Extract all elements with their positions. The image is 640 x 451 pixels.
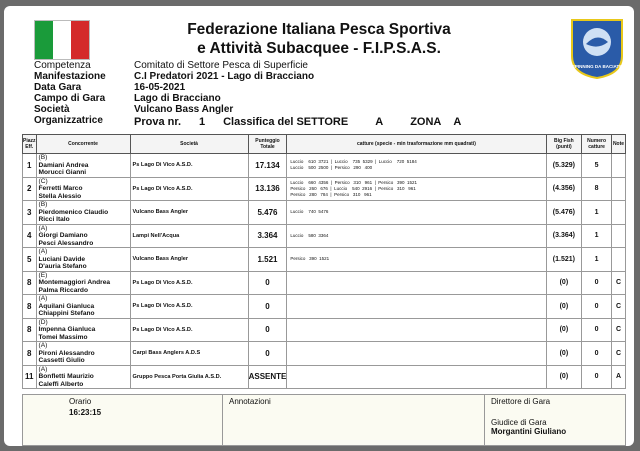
- results-table: [22, 134, 626, 389]
- competitor-name: Luciani Davide: [38, 255, 86, 263]
- row-position: 2: [23, 177, 37, 201]
- row-societa: Ps Lago Di Vico A.S.D.: [130, 154, 248, 178]
- row-societa: Ps Lago Di Vico A.S.D.: [130, 318, 248, 342]
- row-note: [612, 201, 626, 225]
- row-catture: [287, 318, 546, 342]
- meta-row: [34, 93, 314, 104]
- row-bigfish: (0): [546, 271, 582, 295]
- row-note: [612, 224, 626, 248]
- row-numero-catture: 0: [582, 318, 612, 342]
- zona-value: A: [453, 116, 462, 128]
- row-societa: Ps Lago Di Vico A.S.D.: [130, 295, 248, 319]
- table-row: [23, 318, 626, 342]
- table-row: [23, 295, 626, 319]
- row-competitors: [36, 177, 130, 201]
- giudice-value: Morgantini Giuliano: [491, 427, 567, 436]
- row-punteggio: 0: [248, 271, 287, 295]
- header-pos: Piazz Eff.: [23, 135, 37, 154]
- competitor-name: Pironi Alessandro: [38, 349, 95, 357]
- table-row: [23, 248, 626, 272]
- competitor-name: Stella Alessio: [38, 192, 82, 200]
- competitor-name: Caleffi Alberto: [38, 380, 84, 388]
- competitor-name: Chiappini Stefano: [38, 310, 95, 317]
- row-competitors: [36, 342, 130, 366]
- competitor-tag: (B): [38, 154, 48, 161]
- table-row: [23, 201, 626, 225]
- table-row: [23, 177, 626, 201]
- row-position: 1: [23, 154, 37, 178]
- row-catture: [287, 177, 546, 201]
- competitor-name: Aquilani Gianluca: [38, 302, 95, 310]
- row-note: [612, 154, 626, 178]
- row-societa: Ps Lago Di Vico A.S.D.: [130, 271, 248, 295]
- row-position: 8: [23, 295, 37, 319]
- row-societa: Vulcano Bass Angler: [130, 201, 248, 225]
- competitor-tag: (A): [38, 224, 48, 232]
- meta-value: C.I Predatori 2021 - Lago di Bracciano: [134, 71, 315, 82]
- zona-label: ZONA: [410, 116, 442, 128]
- header-punteggio: Punteggio Totale: [248, 135, 287, 154]
- row-numero-catture: 8: [582, 177, 612, 201]
- row-bigfish: (5.329): [546, 154, 582, 178]
- direttore-cell: [485, 395, 625, 445]
- catture-line: Luccio 580 3364: [290, 232, 329, 238]
- table-row: [23, 154, 626, 178]
- header-catture: catture (specie - min trasformazione mm quadrati): [287, 135, 546, 154]
- row-numero-catture: 1: [582, 201, 612, 225]
- annotazioni-label: Annotazioni: [229, 397, 271, 406]
- prova-line: [134, 116, 467, 128]
- competitor-name: Morucci Gianni: [38, 169, 87, 176]
- footer-box: [22, 394, 626, 446]
- title-line-1: Federazione Italiana Pesca Sportiva: [187, 21, 451, 38]
- row-position: 4: [23, 224, 37, 248]
- catture-line: Persico 390 1521: [290, 256, 330, 262]
- row-numero-catture: 5: [582, 154, 612, 178]
- header-concorrente: Concorrente: [36, 135, 130, 154]
- table-row: [23, 271, 626, 295]
- row-numero-catture: 0: [582, 271, 612, 295]
- meta-value: 16-05-2021: [134, 82, 186, 93]
- competitor-tag: (A): [38, 248, 48, 255]
- meta-row: [34, 82, 314, 93]
- logo-text: SPINNING DA BACIATE: [571, 64, 623, 69]
- row-societa: Ps Lago Di Vico A.S.D.: [130, 177, 248, 201]
- row-catture: [287, 342, 546, 366]
- meta-row: [34, 60, 314, 71]
- table-row: [23, 224, 626, 248]
- row-note: A: [612, 365, 626, 389]
- header-numero: Numero catture: [582, 135, 612, 154]
- fipsas-spinning-logo-icon: [568, 16, 626, 80]
- meta-key: Manifestazione: [34, 71, 106, 82]
- catture-line: Luccio 660 4356 | Persico 310 961 | Persico 390 1521: [290, 179, 418, 185]
- row-competitors: [36, 365, 130, 389]
- table-row: [23, 342, 626, 366]
- prova-label: Prova nr.: [134, 116, 182, 128]
- row-numero-catture: 1: [582, 224, 612, 248]
- row-bigfish: (0): [546, 295, 582, 319]
- row-competitors: [36, 201, 130, 225]
- row-note: C: [612, 295, 626, 319]
- competitor-name: Palma Riccardo: [38, 286, 88, 294]
- row-position: 11: [23, 365, 37, 389]
- row-punteggio: 1.521: [248, 248, 287, 272]
- catture-line: Luccio 500 2500 | Persico 290 400: [290, 165, 373, 171]
- row-competitors: [36, 271, 130, 295]
- competitor-name: Impenna Gianluca: [38, 326, 96, 333]
- competitor-name: Damiani Andrea: [38, 161, 89, 169]
- row-bigfish: (5.476): [546, 201, 582, 225]
- row-bigfish: (3.364): [546, 224, 582, 248]
- competitor-tag: (A): [38, 365, 48, 373]
- row-note: [612, 177, 626, 201]
- catture-line: Persico 260 676 | Luccio 540 2916 | Persico 310 961: [290, 185, 416, 191]
- italian-flag-icon: [34, 20, 90, 60]
- catture-line: Persico 280 784 | Persico 310 961: [290, 191, 372, 197]
- row-catture: [287, 224, 546, 248]
- row-punteggio: 17.134: [248, 154, 287, 178]
- row-punteggio: 0: [248, 318, 287, 342]
- row-numero-catture: 1: [582, 248, 612, 272]
- competitor-name: Ferretti Marco: [38, 185, 83, 192]
- header-note: Note: [612, 135, 626, 154]
- row-position: 8: [23, 342, 37, 366]
- row-societa: Lampi Nell'Acqua: [130, 224, 248, 248]
- row-competitors: [36, 224, 130, 248]
- row-catture: [287, 271, 546, 295]
- classifica-label: Classifica del SETTORE: [223, 116, 349, 128]
- row-note: [612, 248, 626, 272]
- competitor-name: Bonfletti Maurizio: [38, 373, 94, 380]
- meta-key: Società Organizzatrice: [34, 104, 103, 126]
- meta-key: Campo di Gara: [34, 93, 106, 104]
- row-catture: [287, 154, 546, 178]
- row-catture: [287, 248, 546, 272]
- row-bigfish: (4.356): [546, 177, 582, 201]
- competitor-tag: (E): [38, 271, 48, 279]
- row-punteggio: 5.476: [248, 201, 287, 225]
- row-bigfish: (0): [546, 365, 582, 389]
- header-societa: Società: [130, 135, 248, 154]
- settore-value: A: [375, 116, 384, 128]
- meta-value: Comitato di Settore Pesca di Superficie: [134, 60, 308, 71]
- competitor-name: Pesci Alessandro: [38, 239, 94, 247]
- row-numero-catture: 0: [582, 342, 612, 366]
- row-position: 5: [23, 248, 37, 272]
- catture-line: Luccio 610 3721 | Luccio 735 5329 | Luccio 720 5184: [290, 159, 417, 165]
- row-punteggio: ASSENTE: [248, 365, 287, 389]
- row-societa: Vulcano Bass Angler: [130, 248, 248, 272]
- meta-value: Lago di Bracciano: [134, 93, 221, 104]
- competitor-name: Giorgi Damiano: [38, 232, 88, 239]
- competitor-tag: (D): [38, 318, 48, 326]
- result-sheet: [4, 6, 634, 446]
- table-header-row: [23, 135, 626, 154]
- row-bigfish: (0): [546, 342, 582, 366]
- meta-value: Vulcano Bass Angler: [134, 104, 234, 115]
- row-numero-catture: 0: [582, 295, 612, 319]
- row-punteggio: 0: [248, 342, 287, 366]
- meta-row: [34, 71, 314, 82]
- row-competitors: [36, 154, 130, 178]
- competitor-name: Ricci Italo: [38, 216, 70, 223]
- table-row: [23, 365, 626, 389]
- row-catture: [287, 365, 546, 389]
- meta-key: Competenza: [34, 60, 91, 71]
- row-competitors: [36, 295, 130, 319]
- row-punteggio: 13.136: [248, 177, 287, 201]
- row-position: 8: [23, 318, 37, 342]
- competitor-name: Cassetti Giulio: [38, 357, 85, 364]
- competitor-tag: (C): [38, 177, 48, 185]
- row-catture: [287, 201, 546, 225]
- federation-title: [154, 20, 484, 58]
- row-punteggio: 0: [248, 295, 287, 319]
- competitor-name: D'auria Stefano: [38, 263, 87, 270]
- row-note: C: [612, 318, 626, 342]
- title-line-2: e Attività Subacquee - F.I.P.S.A.S.: [197, 40, 441, 57]
- row-catture: [287, 295, 546, 319]
- meta-key: Data Gara: [34, 82, 82, 93]
- direttore-label: Direttore di Gara: [491, 397, 551, 406]
- giudice-label: Giudice di Gara: [491, 418, 547, 427]
- row-note: C: [612, 271, 626, 295]
- row-position: 8: [23, 271, 37, 295]
- orario-label: Orario: [69, 397, 92, 406]
- row-competitors: [36, 318, 130, 342]
- competitor-tag: (B): [38, 201, 48, 208]
- row-numero-catture: 0: [582, 365, 612, 389]
- competitor-name: Pierdomenico Claudio: [38, 208, 109, 216]
- prova-number: 1: [199, 116, 206, 128]
- orario-cell: [23, 395, 223, 445]
- competitor-name: Montemaggiori Andrea: [38, 279, 111, 286]
- row-note: C: [612, 342, 626, 366]
- competitor-tag: (A): [38, 295, 48, 302]
- row-bigfish: (1.521): [546, 248, 582, 272]
- competitor-tag: (A): [38, 342, 48, 349]
- row-bigfish: (0): [546, 318, 582, 342]
- row-competitors: [36, 248, 130, 272]
- annotazioni-cell: [223, 395, 485, 445]
- row-societa: Gruppo Pesca Porta Giulia A.S.D.: [130, 365, 248, 389]
- row-societa: Carpi Bass Anglers A.D.S: [130, 342, 248, 366]
- header-bigfish: Big Fish (punti): [546, 135, 582, 154]
- catture-line: Luccio 740 5476: [290, 209, 329, 215]
- row-position: 3: [23, 201, 37, 225]
- competitor-name: Tomei Massimo: [38, 333, 88, 341]
- orario-value: 16:23:15: [69, 408, 102, 417]
- row-punteggio: 3.364: [248, 224, 287, 248]
